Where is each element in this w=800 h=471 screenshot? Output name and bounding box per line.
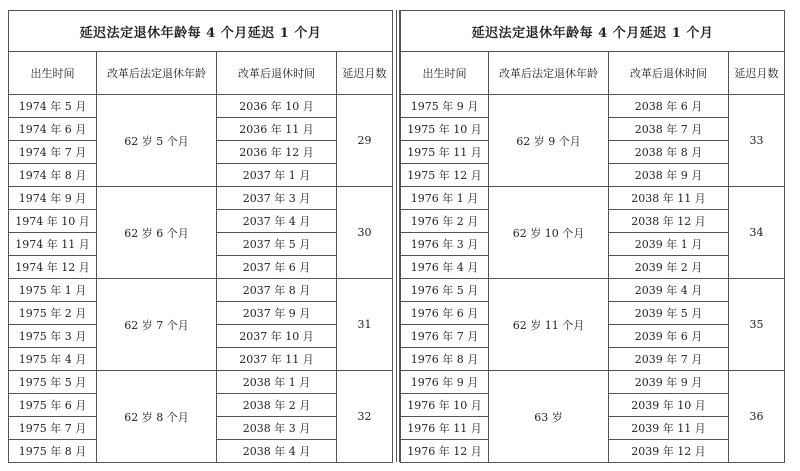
delay-months-cell: 32 <box>337 371 393 463</box>
retirement-date-cell: 2039 年 12 月 <box>609 440 729 463</box>
table-row <box>9 279 393 302</box>
retirement-date-cell: 2037 年 10 月 <box>217 325 337 348</box>
birth-date-cell: 1975 年 12 月 <box>401 164 489 187</box>
retirement-age-cell: 62 岁 7 个月 <box>97 279 217 371</box>
retirement-date-cell: 2039 年 1 月 <box>609 233 729 256</box>
header-birth-date: 出生时间 <box>401 52 489 95</box>
birth-date-cell: 1974 年 7 月 <box>9 141 97 164</box>
birth-date-cell: 1976 年 5 月 <box>401 279 489 302</box>
table-row <box>9 371 393 394</box>
retirement-date-cell: 2039 年 6 月 <box>609 325 729 348</box>
birth-date-cell: 1976 年 1 月 <box>401 187 489 210</box>
birth-date-cell: 1975 年 5 月 <box>9 371 97 394</box>
retirement-date-cell: 2039 年 10 月 <box>609 394 729 417</box>
panel-divider <box>396 10 397 462</box>
delay-months-cell: 34 <box>729 187 785 279</box>
table-row <box>401 95 785 118</box>
header-retirement-age: 改革后法定退休年龄 <box>489 52 609 95</box>
retirement-date-cell: 2037 年 5 月 <box>217 233 337 256</box>
birth-date-cell: 1975 年 1 月 <box>9 279 97 302</box>
retirement-date-cell: 2038 年 2 月 <box>217 394 337 417</box>
retirement-date-cell: 2039 年 2 月 <box>609 256 729 279</box>
table-title: 延迟法定退休年龄每 4 个月延迟 1 个月 <box>401 11 785 52</box>
retirement-age-cell: 62 岁 11 个月 <box>489 279 609 371</box>
retirement-age-cell: 62 岁 6 个月 <box>97 187 217 279</box>
retirement-table <box>8 10 393 463</box>
retirement-date-cell: 2039 年 9 月 <box>609 371 729 394</box>
retirement-date-cell: 2039 年 11 月 <box>609 417 729 440</box>
table-row <box>401 187 785 210</box>
header-retirement-age: 改革后法定退休年龄 <box>97 52 217 95</box>
retirement-date-cell: 2037 年 1 月 <box>217 164 337 187</box>
retirement-date-cell: 2037 年 8 月 <box>217 279 337 302</box>
birth-date-cell: 1975 年 2 月 <box>9 302 97 325</box>
retirement-age-cell: 62 岁 5 个月 <box>97 95 217 187</box>
header-delay-months: 延迟月数 <box>729 52 785 95</box>
table-row <box>9 187 393 210</box>
retirement-date-cell: 2038 年 4 月 <box>217 440 337 463</box>
delay-months-cell: 33 <box>729 95 785 187</box>
table-panel-right <box>400 10 784 462</box>
birth-date-cell: 1974 年 11 月 <box>9 233 97 256</box>
delay-months-cell: 30 <box>337 187 393 279</box>
retirement-date-cell: 2037 年 6 月 <box>217 256 337 279</box>
retirement-date-cell: 2037 年 9 月 <box>217 302 337 325</box>
birth-date-cell: 1975 年 4 月 <box>9 348 97 371</box>
birth-date-cell: 1975 年 8 月 <box>9 440 97 463</box>
birth-date-cell: 1974 年 10 月 <box>9 210 97 233</box>
retirement-date-cell: 2038 年 12 月 <box>609 210 729 233</box>
birth-date-cell: 1976 年 10 月 <box>401 394 489 417</box>
header-delay-months: 延迟月数 <box>337 52 393 95</box>
retirement-date-cell: 2038 年 3 月 <box>217 417 337 440</box>
birth-date-cell: 1974 年 5 月 <box>9 95 97 118</box>
retirement-date-cell: 2037 年 4 月 <box>217 210 337 233</box>
delay-months-cell: 31 <box>337 279 393 371</box>
retirement-age-cell: 62 岁 8 个月 <box>97 371 217 463</box>
birth-date-cell: 1976 年 3 月 <box>401 233 489 256</box>
delay-months-cell: 29 <box>337 95 393 187</box>
retirement-date-cell: 2039 年 5 月 <box>609 302 729 325</box>
birth-date-cell: 1975 年 10 月 <box>401 118 489 141</box>
retirement-date-cell: 2038 年 8 月 <box>609 141 729 164</box>
birth-date-cell: 1976 年 12 月 <box>401 440 489 463</box>
birth-date-cell: 1976 年 7 月 <box>401 325 489 348</box>
retirement-date-cell: 2038 年 11 月 <box>609 187 729 210</box>
retirement-age-cell: 62 岁 10 个月 <box>489 187 609 279</box>
table-panel-left <box>8 10 392 462</box>
retirement-tables <box>8 10 792 462</box>
retirement-date-cell: 2036 年 12 月 <box>217 141 337 164</box>
table-title: 延迟法定退休年龄每 4 个月延迟 1 个月 <box>9 11 393 52</box>
delay-months-cell: 36 <box>729 371 785 463</box>
retirement-date-cell: 2038 年 7 月 <box>609 118 729 141</box>
birth-date-cell: 1974 年 8 月 <box>9 164 97 187</box>
birth-date-cell: 1976 年 9 月 <box>401 371 489 394</box>
retirement-age-cell: 62 岁 9 个月 <box>489 95 609 187</box>
header-retirement-date: 改革后退休时间 <box>217 52 337 95</box>
birth-date-cell: 1975 年 6 月 <box>9 394 97 417</box>
birth-date-cell: 1974 年 6 月 <box>9 118 97 141</box>
birth-date-cell: 1974 年 12 月 <box>9 256 97 279</box>
birth-date-cell: 1975 年 3 月 <box>9 325 97 348</box>
retirement-date-cell: 2038 年 6 月 <box>609 95 729 118</box>
birth-date-cell: 1976 年 8 月 <box>401 348 489 371</box>
birth-date-cell: 1975 年 7 月 <box>9 417 97 440</box>
birth-date-cell: 1976 年 2 月 <box>401 210 489 233</box>
retirement-date-cell: 2038 年 9 月 <box>609 164 729 187</box>
birth-date-cell: 1975 年 9 月 <box>401 95 489 118</box>
table-row <box>9 95 393 118</box>
birth-date-cell: 1974 年 9 月 <box>9 187 97 210</box>
header-retirement-date: 改革后退休时间 <box>609 52 729 95</box>
birth-date-cell: 1975 年 11 月 <box>401 141 489 164</box>
header-birth-date: 出生时间 <box>9 52 97 95</box>
retirement-date-cell: 2036 年 11 月 <box>217 118 337 141</box>
retirement-date-cell: 2039 年 4 月 <box>609 279 729 302</box>
retirement-date-cell: 2039 年 7 月 <box>609 348 729 371</box>
table-row <box>401 371 785 394</box>
birth-date-cell: 1976 年 6 月 <box>401 302 489 325</box>
retirement-date-cell: 2038 年 1 月 <box>217 371 337 394</box>
retirement-table <box>400 10 785 463</box>
retirement-age-cell: 63 岁 <box>489 371 609 463</box>
birth-date-cell: 1976 年 11 月 <box>401 417 489 440</box>
table-row <box>401 279 785 302</box>
retirement-date-cell: 2037 年 11 月 <box>217 348 337 371</box>
retirement-date-cell: 2036 年 10 月 <box>217 95 337 118</box>
birth-date-cell: 1976 年 4 月 <box>401 256 489 279</box>
retirement-date-cell: 2037 年 3 月 <box>217 187 337 210</box>
delay-months-cell: 35 <box>729 279 785 371</box>
